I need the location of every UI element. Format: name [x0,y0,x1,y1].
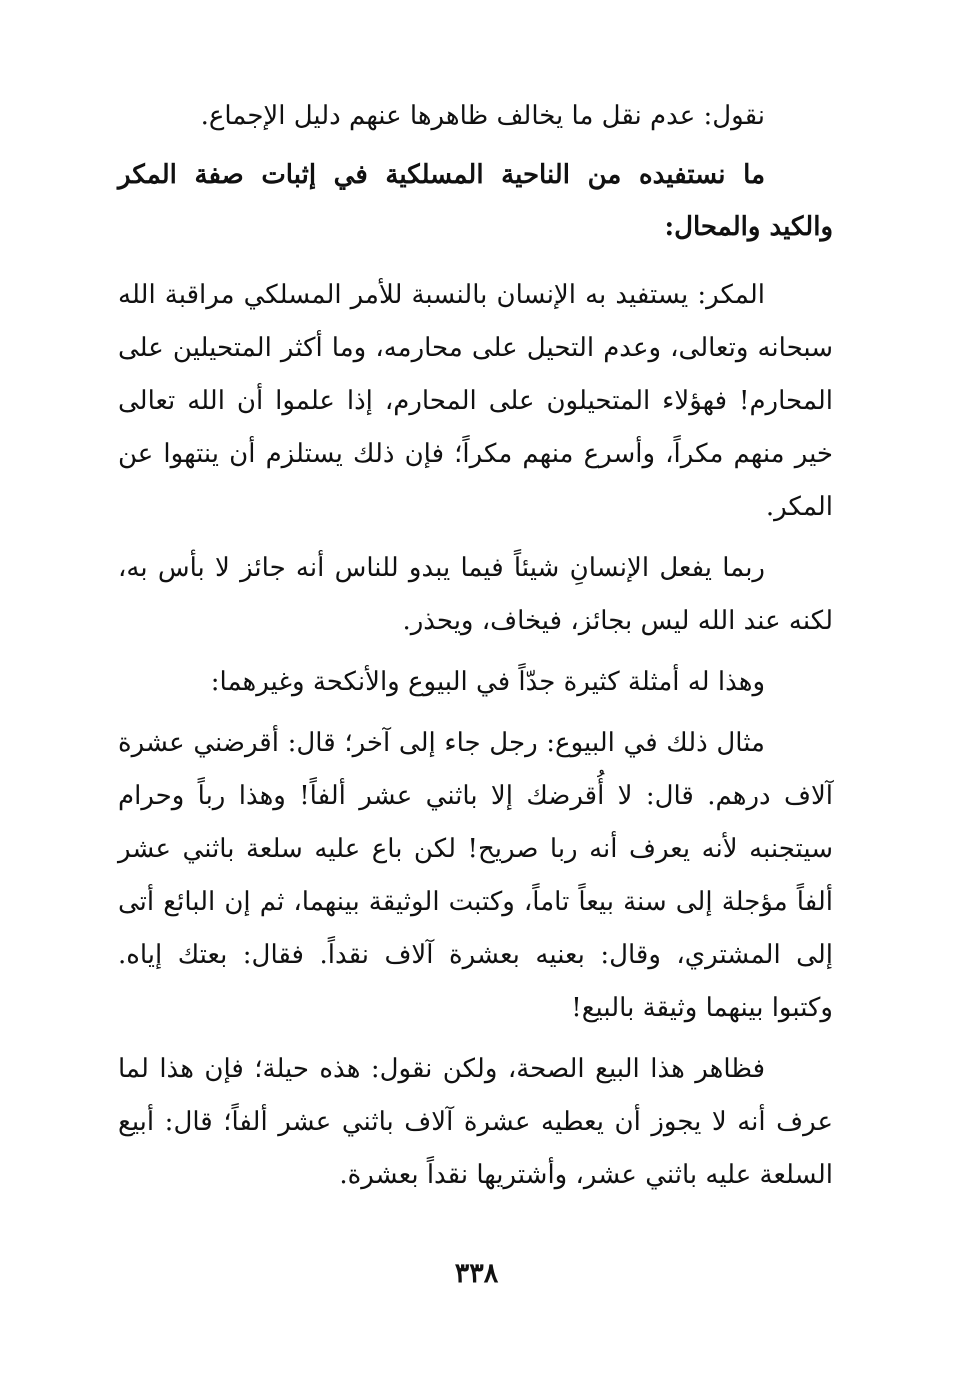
page-number: ٣٣٨ [454,1258,499,1289]
paragraph-makr: المكر: يستفيد به الإنسان بالنسبة للأمر المسلكي مراقبة الله سبحانه وتعالى، وعدم التحيل على محارمه، وما أكثر المتحيلين على المحارم! فهؤلاء المتحيلون على المحارم، إذا علموا أن الله تعالى خير منهم مكراً، وأسرع منهم مكراً؛ فإن ذلك يستلزم أن ينتهوا عن المكر. [118,280,833,522]
page-body [118,90,833,1202]
paragraph-rubama: ربما يفعل الإنسانِ شيئاً فيما يبدو للناس أنه جائز لا بأس به، لكنه عند الله ليس بجائز، فيخاف، ويحذر. [118,553,833,636]
section-heading: ما نستفيده من الناحية المسلكية في إثبات صفة المكر والكيد والمحال: [118,160,833,242]
paragraph-amthila: وهذا له أمثلة كثيرة جدّاً في البيوع والأنكحة وغيرهما: [210,667,765,697]
paragraph-hila: فظاهر هذا البيع الصحة، ولكن نقول: هذه حيلة؛ فإن هذا لما عرف أنه لا يجوز أن يعطيه عشرة آلاف باثني عشر ألفاً؛ قال: أبيع السلعة عليه باثني عشر، وأشتريها نقداً بعشرة. [118,1054,833,1190]
paragraph-example-sales: مثال ذلك في البيوع: رجل جاء إلى آخر؛ قال: أقرضني عشرة آلاف درهم. قال: لا أُقرضك إلا باثني عشر ألفاً! وهذا رباً وحرام سيتجنبه لأنه يعرف أنه ربا صريح! لكن باع عليه سلعة باثني عشر ألفاً مؤجلة إلى سنة بيعاً تاماً، وكتبت الوثيقة بينهما، ثم إن البائع أتى إلى المشتري، وقال: بعنيه بعشرة آلاف نقداً. فقال: بعتك إياه. وكتبوا بينهما وثيقة بالبيع! [118,728,833,1023]
paragraph-ijma: نقول: عدم نقل ما يخالف ظاهرها عنهم دليل الإجماع. [200,101,765,131]
